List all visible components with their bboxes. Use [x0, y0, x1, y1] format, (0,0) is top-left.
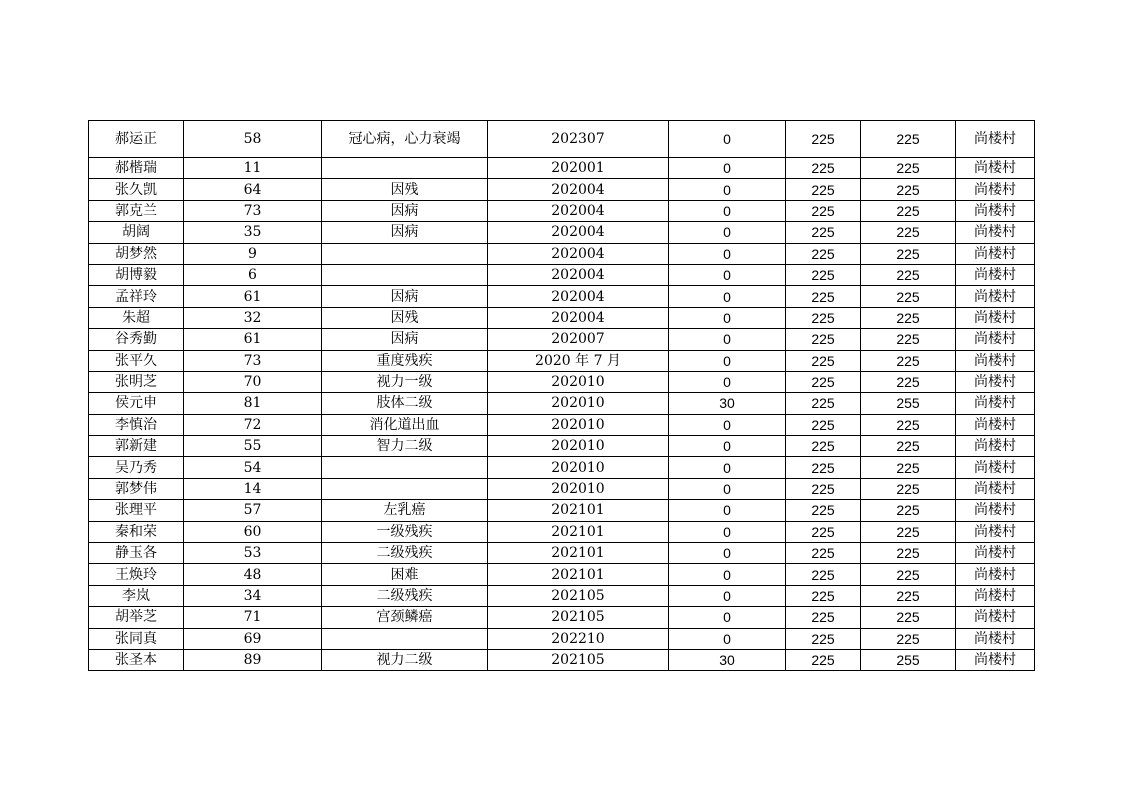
- total-amount-cell: 225: [861, 543, 956, 564]
- age-cell: 9: [184, 243, 322, 264]
- base-amount-cell: 225: [786, 200, 861, 221]
- table-row: [89, 414, 1035, 435]
- reason-cell: 二级残疾: [322, 585, 488, 606]
- total-amount-cell: 225: [861, 521, 956, 542]
- date-cell: 202004: [488, 243, 669, 264]
- base-amount-cell: 225: [786, 350, 861, 371]
- name-cell: 胡阔: [89, 222, 184, 243]
- date-cell: 202010: [488, 457, 669, 478]
- table-row: [89, 564, 1035, 585]
- age-cell: 48: [184, 564, 322, 585]
- village-cell: 尚楼村: [956, 628, 1035, 649]
- reason-cell: 因病: [322, 222, 488, 243]
- extra-amount-cell: 0: [669, 478, 786, 499]
- age-cell: 35: [184, 222, 322, 243]
- total-amount-cell: 225: [861, 585, 956, 606]
- date-cell: 202105: [488, 585, 669, 606]
- table-row: [89, 371, 1035, 392]
- table-row: [89, 222, 1035, 243]
- extra-amount-cell: 0: [669, 436, 786, 457]
- total-amount-cell: 225: [861, 628, 956, 649]
- reason-cell: 因病: [322, 200, 488, 221]
- extra-amount-cell: 0: [669, 457, 786, 478]
- village-cell: 尚楼村: [956, 478, 1035, 499]
- extra-amount-cell: 0: [669, 286, 786, 307]
- extra-amount-cell: 0: [669, 521, 786, 542]
- total-amount-cell: 225: [861, 307, 956, 328]
- table-row: [89, 264, 1035, 285]
- name-cell: 孟祥玲: [89, 286, 184, 307]
- total-amount-cell: 225: [861, 414, 956, 435]
- name-cell: 郝楷瑞: [89, 158, 184, 179]
- date-cell: 202105: [488, 649, 669, 670]
- extra-amount-cell: 0: [669, 500, 786, 521]
- table-row: [89, 243, 1035, 264]
- reason-cell: 一级残疾: [322, 521, 488, 542]
- total-amount-cell: 225: [861, 243, 956, 264]
- name-cell: 谷秀勤: [89, 329, 184, 350]
- base-amount-cell: 225: [786, 500, 861, 521]
- base-amount-cell: 225: [786, 121, 861, 158]
- age-cell: 53: [184, 543, 322, 564]
- name-cell: 张理平: [89, 500, 184, 521]
- name-cell: 张平久: [89, 350, 184, 371]
- name-cell: 胡举芝: [89, 607, 184, 628]
- date-cell: 202101: [488, 543, 669, 564]
- base-amount-cell: 225: [786, 521, 861, 542]
- name-cell: 张久凯: [89, 179, 184, 200]
- table-row: [89, 478, 1035, 499]
- date-cell: 202004: [488, 179, 669, 200]
- age-cell: 73: [184, 350, 322, 371]
- reason-cell: [322, 243, 488, 264]
- date-cell: 202210: [488, 628, 669, 649]
- age-cell: 81: [184, 393, 322, 414]
- name-cell: 李慎治: [89, 414, 184, 435]
- name-cell: 吴乃秀: [89, 457, 184, 478]
- name-cell: 侯元申: [89, 393, 184, 414]
- extra-amount-cell: 0: [669, 158, 786, 179]
- extra-amount-cell: 0: [669, 121, 786, 158]
- date-cell: 202004: [488, 222, 669, 243]
- age-cell: 64: [184, 179, 322, 200]
- village-cell: 尚楼村: [956, 521, 1035, 542]
- reason-cell: 二级残疾: [322, 543, 488, 564]
- reason-cell: [322, 628, 488, 649]
- age-cell: 11: [184, 158, 322, 179]
- date-cell: 202004: [488, 264, 669, 285]
- village-cell: 尚楼村: [956, 500, 1035, 521]
- reason-cell: [322, 457, 488, 478]
- total-amount-cell: 225: [861, 371, 956, 392]
- date-cell: 202010: [488, 414, 669, 435]
- reason-cell: 视力二级: [322, 649, 488, 670]
- total-amount-cell: 255: [861, 649, 956, 670]
- base-amount-cell: 225: [786, 457, 861, 478]
- base-amount-cell: 225: [786, 478, 861, 499]
- village-cell: 尚楼村: [956, 222, 1035, 243]
- age-cell: 58: [184, 121, 322, 158]
- reason-cell: 因病: [322, 286, 488, 307]
- date-cell: 202010: [488, 478, 669, 499]
- base-amount-cell: 225: [786, 158, 861, 179]
- total-amount-cell: 225: [861, 607, 956, 628]
- table-row: [89, 628, 1035, 649]
- name-cell: 郭梦伟: [89, 478, 184, 499]
- base-amount-cell: 225: [786, 329, 861, 350]
- base-amount-cell: 225: [786, 286, 861, 307]
- village-cell: 尚楼村: [956, 329, 1035, 350]
- base-amount-cell: 225: [786, 649, 861, 670]
- date-cell: 202004: [488, 286, 669, 307]
- village-cell: 尚楼村: [956, 264, 1035, 285]
- table-row: [89, 500, 1035, 521]
- age-cell: 54: [184, 457, 322, 478]
- name-cell: 郭克兰: [89, 200, 184, 221]
- name-cell: 李岚: [89, 585, 184, 606]
- reason-cell: 消化道出血: [322, 414, 488, 435]
- village-cell: 尚楼村: [956, 543, 1035, 564]
- village-cell: 尚楼村: [956, 307, 1035, 328]
- age-cell: 69: [184, 628, 322, 649]
- age-cell: 34: [184, 585, 322, 606]
- total-amount-cell: 225: [861, 222, 956, 243]
- extra-amount-cell: 0: [669, 585, 786, 606]
- date-cell: 202105: [488, 607, 669, 628]
- age-cell: 89: [184, 649, 322, 670]
- table-row: [89, 457, 1035, 478]
- base-amount-cell: 225: [786, 222, 861, 243]
- village-cell: 尚楼村: [956, 286, 1035, 307]
- base-amount-cell: 225: [786, 243, 861, 264]
- table-row: [89, 350, 1035, 371]
- date-cell: 202010: [488, 393, 669, 414]
- date-cell: 2020 年 7 月: [488, 350, 669, 371]
- base-amount-cell: 225: [786, 607, 861, 628]
- records-table: [88, 120, 1035, 671]
- extra-amount-cell: 0: [669, 564, 786, 585]
- extra-amount-cell: 0: [669, 371, 786, 392]
- age-cell: 71: [184, 607, 322, 628]
- extra-amount-cell: 0: [669, 222, 786, 243]
- village-cell: 尚楼村: [956, 393, 1035, 414]
- reason-cell: 智力二级: [322, 436, 488, 457]
- village-cell: 尚楼村: [956, 436, 1035, 457]
- age-cell: 61: [184, 286, 322, 307]
- base-amount-cell: 225: [786, 414, 861, 435]
- base-amount-cell: 225: [786, 307, 861, 328]
- age-cell: 6: [184, 264, 322, 285]
- table-row: [89, 158, 1035, 179]
- age-cell: 60: [184, 521, 322, 542]
- village-cell: 尚楼村: [956, 179, 1035, 200]
- village-cell: 尚楼村: [956, 371, 1035, 392]
- extra-amount-cell: 0: [669, 543, 786, 564]
- extra-amount-cell: 0: [669, 329, 786, 350]
- age-cell: 70: [184, 371, 322, 392]
- name-cell: 胡梦然: [89, 243, 184, 264]
- extra-amount-cell: 0: [669, 243, 786, 264]
- reason-cell: [322, 264, 488, 285]
- name-cell: 胡博毅: [89, 264, 184, 285]
- village-cell: 尚楼村: [956, 414, 1035, 435]
- date-cell: 202101: [488, 521, 669, 542]
- total-amount-cell: 225: [861, 121, 956, 158]
- reason-cell: 因病: [322, 329, 488, 350]
- table-row: [89, 307, 1035, 328]
- date-cell: 202307: [488, 121, 669, 158]
- age-cell: 55: [184, 436, 322, 457]
- name-cell: 朱超: [89, 307, 184, 328]
- reason-cell: 视力一级: [322, 371, 488, 392]
- name-cell: 静玉各: [89, 543, 184, 564]
- table-row: [89, 543, 1035, 564]
- date-cell: 202010: [488, 436, 669, 457]
- name-cell: 郭新建: [89, 436, 184, 457]
- extra-amount-cell: 0: [669, 350, 786, 371]
- reason-cell: 因残: [322, 307, 488, 328]
- extra-amount-cell: 0: [669, 607, 786, 628]
- reason-cell: [322, 158, 488, 179]
- name-cell: 郝运正: [89, 121, 184, 158]
- date-cell: 202001: [488, 158, 669, 179]
- village-cell: 尚楼村: [956, 200, 1035, 221]
- date-cell: 202101: [488, 564, 669, 585]
- reason-cell: 因残: [322, 179, 488, 200]
- table-row: [89, 436, 1035, 457]
- total-amount-cell: 225: [861, 436, 956, 457]
- name-cell: 秦和荣: [89, 521, 184, 542]
- table-row: [89, 649, 1035, 670]
- village-cell: 尚楼村: [956, 649, 1035, 670]
- age-cell: 32: [184, 307, 322, 328]
- date-cell: 202004: [488, 307, 669, 328]
- base-amount-cell: 225: [786, 628, 861, 649]
- table-row: [89, 286, 1035, 307]
- table-row: [89, 585, 1035, 606]
- total-amount-cell: 225: [861, 200, 956, 221]
- base-amount-cell: 225: [786, 264, 861, 285]
- extra-amount-cell: 0: [669, 179, 786, 200]
- reason-cell: 宫颈鳞癌: [322, 607, 488, 628]
- table-row: [89, 607, 1035, 628]
- total-amount-cell: 255: [861, 393, 956, 414]
- total-amount-cell: 225: [861, 158, 956, 179]
- base-amount-cell: 225: [786, 179, 861, 200]
- extra-amount-cell: 0: [669, 307, 786, 328]
- village-cell: 尚楼村: [956, 158, 1035, 179]
- total-amount-cell: 225: [861, 329, 956, 350]
- extra-amount-cell: 0: [669, 264, 786, 285]
- base-amount-cell: 225: [786, 393, 861, 414]
- date-cell: 202004: [488, 200, 669, 221]
- name-cell: 张圣本: [89, 649, 184, 670]
- age-cell: 72: [184, 414, 322, 435]
- base-amount-cell: 225: [786, 564, 861, 585]
- reason-cell: 肢体二级: [322, 393, 488, 414]
- total-amount-cell: 225: [861, 179, 956, 200]
- extra-amount-cell: 30: [669, 393, 786, 414]
- total-amount-cell: 225: [861, 500, 956, 521]
- base-amount-cell: 225: [786, 436, 861, 457]
- extra-amount-cell: 0: [669, 200, 786, 221]
- total-amount-cell: 225: [861, 564, 956, 585]
- reason-cell: 冠心病，心力衰竭: [322, 121, 488, 158]
- table-body: [89, 121, 1035, 671]
- base-amount-cell: 225: [786, 543, 861, 564]
- base-amount-cell: 225: [786, 371, 861, 392]
- village-cell: 尚楼村: [956, 350, 1035, 371]
- table-row: [89, 393, 1035, 414]
- reason-cell: 重度残疾: [322, 350, 488, 371]
- reason-cell: 困难: [322, 564, 488, 585]
- total-amount-cell: 225: [861, 286, 956, 307]
- total-amount-cell: 225: [861, 478, 956, 499]
- total-amount-cell: 225: [861, 264, 956, 285]
- table-row: [89, 200, 1035, 221]
- age-cell: 57: [184, 500, 322, 521]
- extra-amount-cell: 30: [669, 649, 786, 670]
- reason-cell: 左乳癌: [322, 500, 488, 521]
- table-row: [89, 179, 1035, 200]
- extra-amount-cell: 0: [669, 628, 786, 649]
- name-cell: 王焕玲: [89, 564, 184, 585]
- total-amount-cell: 225: [861, 457, 956, 478]
- reason-cell: [322, 478, 488, 499]
- age-cell: 61: [184, 329, 322, 350]
- age-cell: 73: [184, 200, 322, 221]
- date-cell: 202007: [488, 329, 669, 350]
- name-cell: 张明芝: [89, 371, 184, 392]
- total-amount-cell: 225: [861, 350, 956, 371]
- date-cell: 202010: [488, 371, 669, 392]
- village-cell: 尚楼村: [956, 457, 1035, 478]
- date-cell: 202101: [488, 500, 669, 521]
- name-cell: 张同真: [89, 628, 184, 649]
- village-cell: 尚楼村: [956, 121, 1035, 158]
- table-row: [89, 329, 1035, 350]
- extra-amount-cell: 0: [669, 414, 786, 435]
- table-row: [89, 121, 1035, 158]
- base-amount-cell: 225: [786, 585, 861, 606]
- age-cell: 14: [184, 478, 322, 499]
- village-cell: 尚楼村: [956, 585, 1035, 606]
- village-cell: 尚楼村: [956, 607, 1035, 628]
- village-cell: 尚楼村: [956, 243, 1035, 264]
- village-cell: 尚楼村: [956, 564, 1035, 585]
- table-row: [89, 521, 1035, 542]
